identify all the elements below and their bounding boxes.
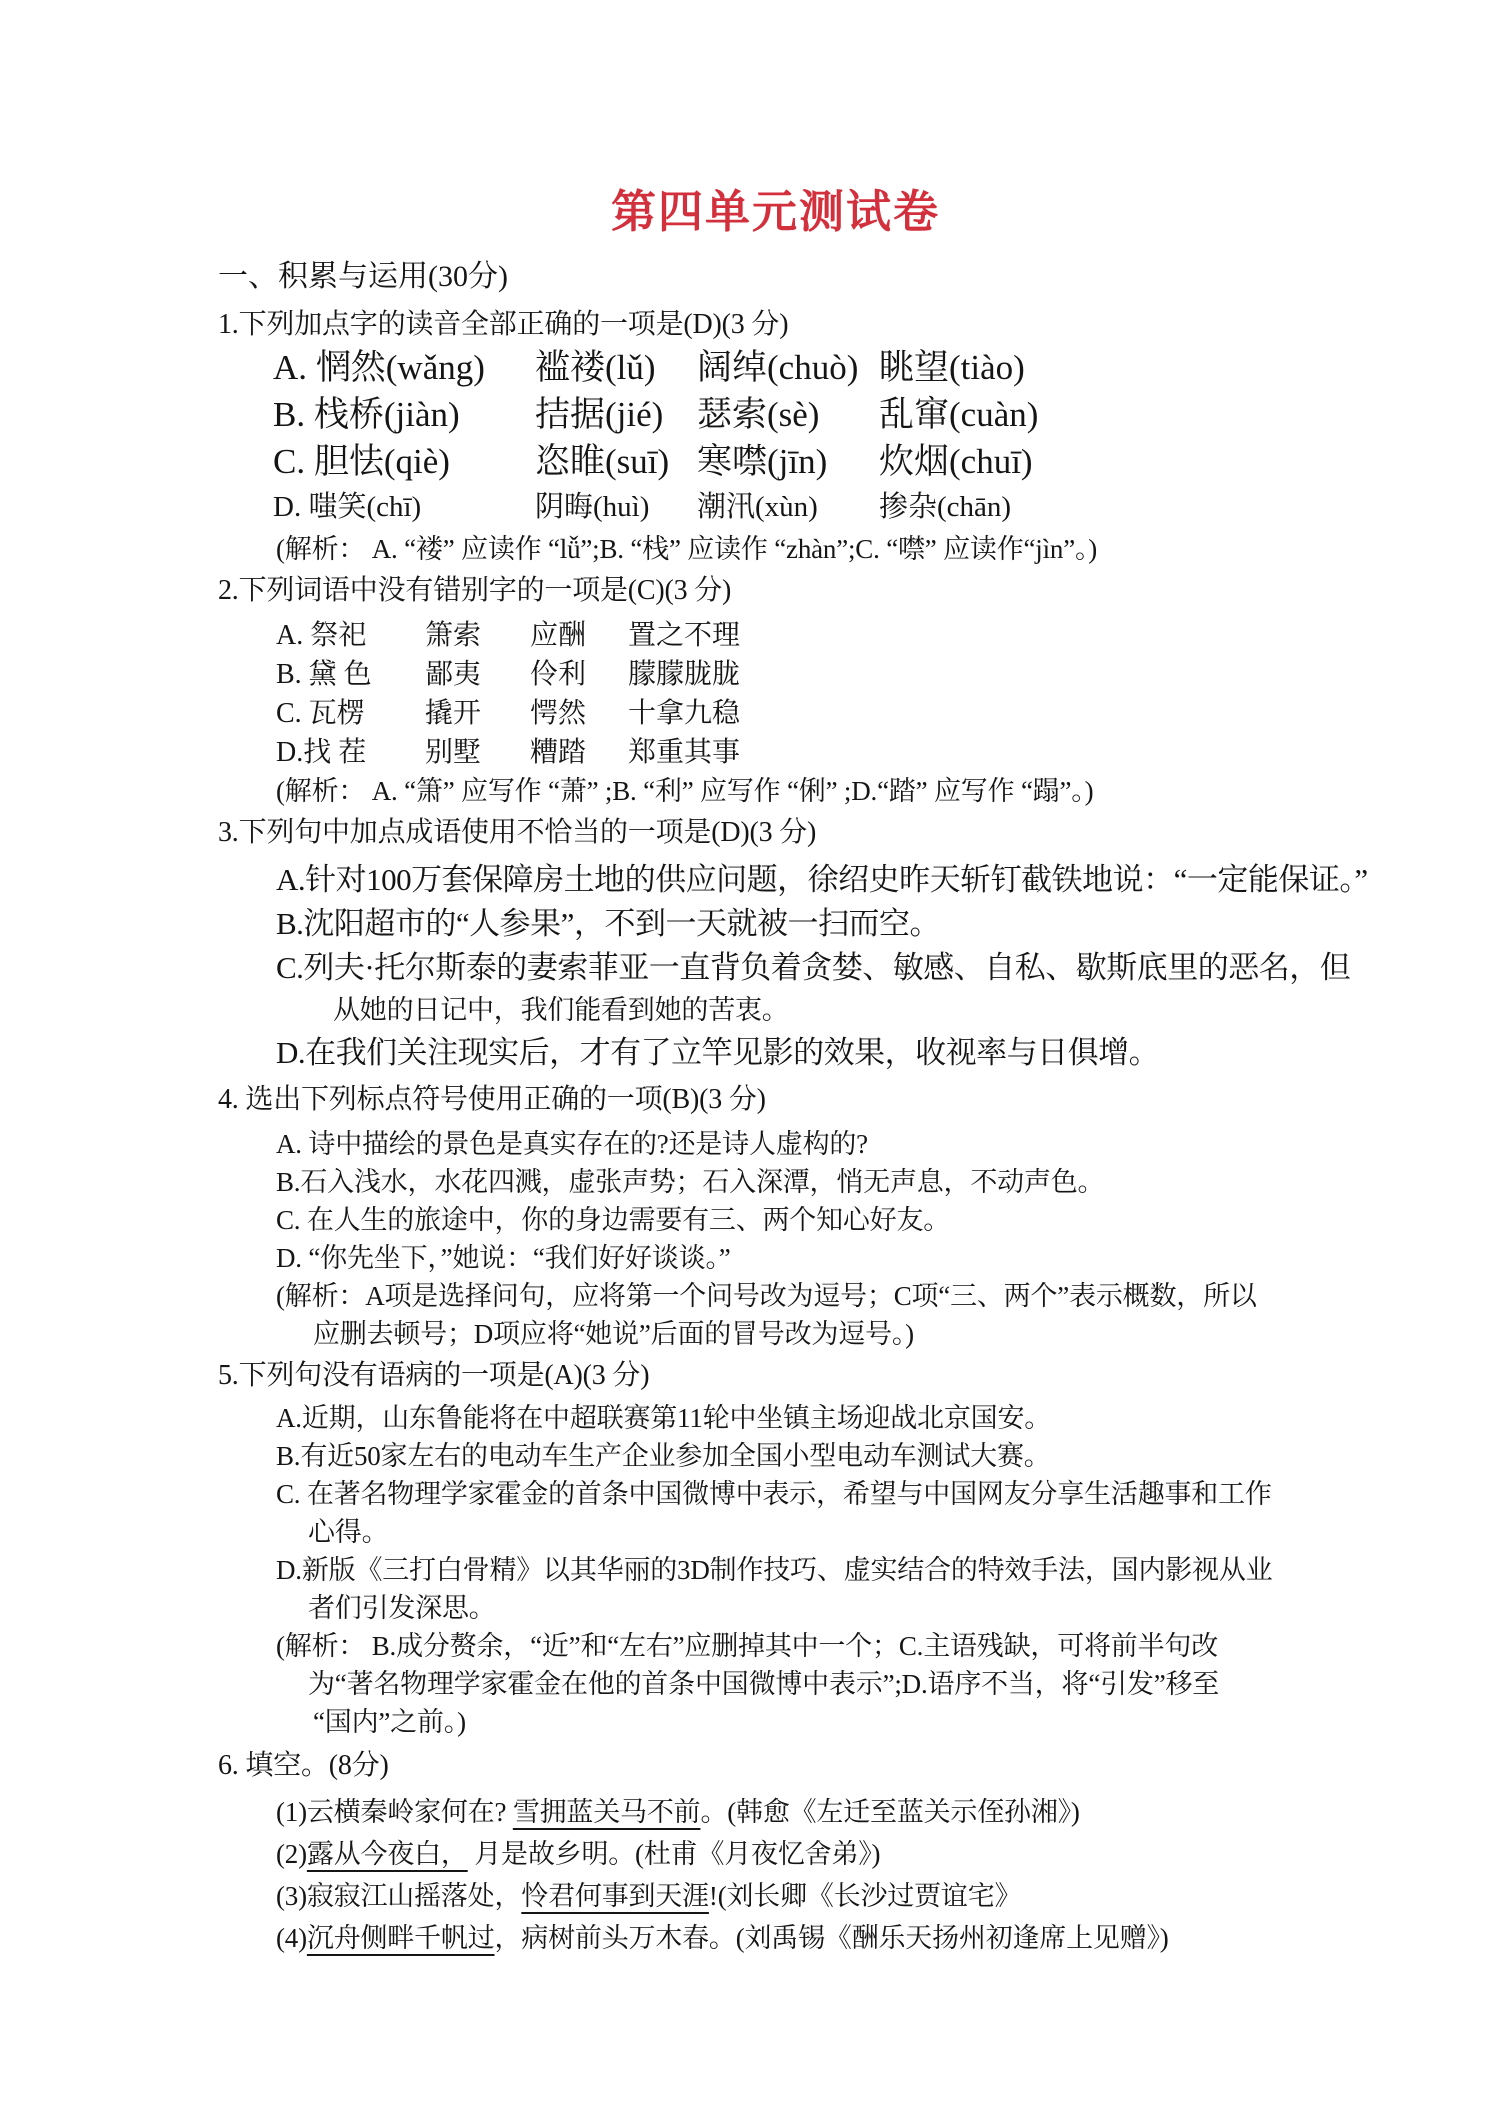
q2-a-col3: 应酬	[530, 620, 587, 651]
q2-b-col3: 伶利	[530, 659, 587, 690]
q3-option-c: C.列夫·托尔斯泰的妻索菲亚一直背负着贪婪、敏感、自私、歇斯底里的恶名，但	[276, 950, 1351, 985]
q6-item-3	[276, 1875, 1278, 1917]
q1-b-col1: B. 栈桥(jiàn)	[273, 395, 460, 434]
q6-item-3-pre: (3)寂寂江山摇落处，	[276, 1881, 522, 1911]
q6-item-1-pre: (1)云横秦岭家何在?	[276, 1797, 513, 1827]
q2-analysis: (解析： A. “箫” 应写作 “萧” ;B. “利” 应写作 “俐” ;D.“踏” 应写作 “蹋”。)	[276, 776, 1094, 806]
q1-d-col4: 掺杂(chān)	[879, 491, 1012, 523]
q2-d-col3: 糟踏	[530, 737, 587, 768]
q4-option-a: A. 诗中描绘的景色是真实存在的?还是诗人虚构的?	[276, 1129, 868, 1159]
q2-a-col1: A. 祭祀	[276, 620, 367, 651]
q6-item-4-post: ，病树前头万木春。(刘禹锡《酬乐天扬州初逢席上见赠》)	[494, 1923, 1169, 1953]
q2-a-col2: 箫索	[425, 620, 482, 651]
q2-c-col1: C. 瓦楞	[276, 698, 365, 729]
q2-b-col4: 朦朦胧胧	[628, 659, 741, 690]
q3-option-a: A.针对100万套保障房土地的供应问题，徐绍史昨天斩钉截铁地说：“一定能保证。”	[276, 862, 1368, 897]
q5-option-d: D.新版《三打白骨精》以其华丽的3D制作技巧、虚实结合的特效手法，国内影视从业	[276, 1555, 1273, 1585]
q2-row-b	[276, 655, 1278, 694]
q2-d-col1: D.找 茬	[276, 737, 367, 768]
q2-b-col1: B. 黛 色	[276, 659, 372, 690]
q5-analysis-line2: 为“著名物理学家霍金在他的首条中国微博中表示”;D.语序不当，将“引发”移至	[308, 1669, 1220, 1699]
q1-c-col1: C. 胆怯(qiè)	[273, 442, 450, 481]
q1-d-col1: D. 嗤笑(chī)	[273, 491, 422, 523]
q1-c-col4: 炊烟(chuī)	[879, 442, 1033, 481]
q6-item-2-post: 月是故乡明。(杜甫《月夜忆舍弟》)	[467, 1839, 881, 1869]
q2-b-col2: 鄙夷	[425, 659, 482, 690]
q1-d-col2: 阴晦(huì)	[535, 491, 650, 523]
q2-row-c	[276, 694, 1278, 733]
q6-item-4-answer-underlined: 沉舟侧畔千帆过	[306, 1923, 495, 1953]
q6-item-4	[276, 1917, 1278, 1959]
q3-option-b: B.沈阳超市的“人参果”，不到一天就被一扫而空。	[276, 906, 940, 941]
q1-a-col2: 褴褛(lǔ)	[535, 348, 656, 387]
q5-analysis-line1: (解析： B.成分赘余，“近”和“左右”应删掉其中一个；C.主语残缺，可将前半句改	[276, 1631, 1218, 1661]
q6-stem: 6. 填空。(8分)	[218, 1750, 389, 1781]
q4-stem: 4. 选出下列标点符号使用正确的一项(B)(3 分)	[218, 1084, 766, 1115]
q1-row-a	[273, 344, 1278, 391]
q1-stem: 1.下列加点字的读音全部正确的一项是(D)(3 分)	[218, 309, 789, 340]
q1-row-c	[273, 438, 1278, 485]
q6-item-1-answer-underlined: 雪拥蓝关马不前	[512, 1797, 701, 1827]
q1-analysis: (解析： A. “褛” 应读作 “lǚ”;B. “栈” 应读作 “zhàn”;C. “噤” 应读作“jìn”。)	[276, 534, 1098, 564]
q6-item-4-pre: (4)	[276, 1923, 307, 1953]
q5-option-a: A.近期，山东鲁能将在中超联赛第11轮中坐镇主场迎战北京国安。	[276, 1403, 1052, 1433]
q2-a-col4: 置之不理	[628, 620, 741, 651]
q3-option-d: D.在我们关注现实后，才有了立竿见影的效果，收视率与日俱增。	[276, 1035, 1160, 1070]
q1-b-col4: 乱窜(cuàn)	[879, 395, 1039, 434]
q2-c-col2: 撬开	[425, 698, 482, 729]
q1-a-col1: A. 惘然(wǎng)	[273, 348, 485, 387]
q5-option-d-cont: 者们引发深思。	[308, 1593, 496, 1623]
q3-stem: 3.下列句中加点成语使用不恰当的一项是(D)(3 分)	[218, 817, 817, 848]
q2-d-col4: 郑重其事	[628, 737, 741, 768]
q2-c-col3: 愕然	[530, 698, 587, 729]
q6-item-1	[276, 1791, 1278, 1833]
q4-option-d: D. “你先坐下，”她说：“我们好好谈谈。”	[276, 1243, 731, 1273]
section-heading: 一、积累与运用(30分)	[218, 260, 508, 293]
q2-row-d	[276, 733, 1278, 772]
q1-d-col3: 潮汛(xùn)	[697, 491, 818, 523]
q5-option-c-cont: 心得。	[308, 1517, 389, 1547]
q1-b-col3: 瑟索(sè)	[697, 395, 820, 434]
q1-c-col2: 恣睢(suī)	[535, 442, 670, 481]
q1-a-col3: 阔绰(chuò)	[697, 348, 859, 387]
q5-option-c: C. 在著名物理学家霍金的首条中国微博中表示，希望与中国网友分享生活趣事和工作	[276, 1479, 1272, 1509]
q1-row-b	[273, 391, 1278, 438]
q2-d-col2: 别墅	[425, 737, 482, 768]
q1-c-col3: 寒噤(jīn)	[697, 442, 828, 481]
q5-analysis-line3: “国内”之前。)	[313, 1707, 466, 1737]
q6-item-2-pre: (2)	[276, 1839, 307, 1869]
q4-analysis-line2: 应删去顿号；D项应将“她说”后面的冒号改为逗号。)	[313, 1319, 914, 1349]
q2-row-a	[276, 616, 1278, 655]
q6-item-2	[276, 1833, 1278, 1875]
q1-a-col4: 眺望(tiào)	[879, 348, 1025, 387]
q4-analysis-line1: (解析：A项是选择问句，应将第一个问号改为逗号；C项“三、两个”表示概数，所以	[276, 1281, 1257, 1311]
q4-option-b: B.石入浅水，水花四溅，虚张声势；石入深潭，悄无声息，不动声色。	[276, 1167, 1105, 1197]
q6-item-2-answer-underlined: 露从今夜白，	[306, 1839, 468, 1869]
q1-row-d	[273, 485, 1278, 530]
q5-option-b: B.有近50家左右的电动车生产企业参加全国小型电动车测试大赛。	[276, 1441, 1051, 1471]
q6-item-3-post: !(刘长卿《长沙过贾谊宅》	[708, 1881, 1022, 1911]
q3-option-c-cont: 从她的日记中，我们能看到她的苦衷。	[333, 995, 789, 1025]
q2-c-col4: 十拿九稳	[628, 698, 741, 729]
q4-option-c: C. 在人生的旅途中，你的身边需要有三、两个知心好友。	[276, 1205, 951, 1235]
q2-stem: 2.下列词语中没有错别字的一项是(C)(3 分)	[218, 575, 732, 606]
q1-b-col2: 拮据(jié)	[535, 395, 664, 434]
q6-item-1-post: 。(韩愈《左迁至蓝关示侄孙湘》)	[700, 1797, 1080, 1827]
page-title: 第四单元测试卷	[610, 186, 940, 237]
q5-stem: 5.下列句没有语病的一项是(A)(3 分)	[218, 1360, 650, 1391]
q6-item-3-answer-underlined: 怜君何事到天涯	[521, 1881, 709, 1911]
